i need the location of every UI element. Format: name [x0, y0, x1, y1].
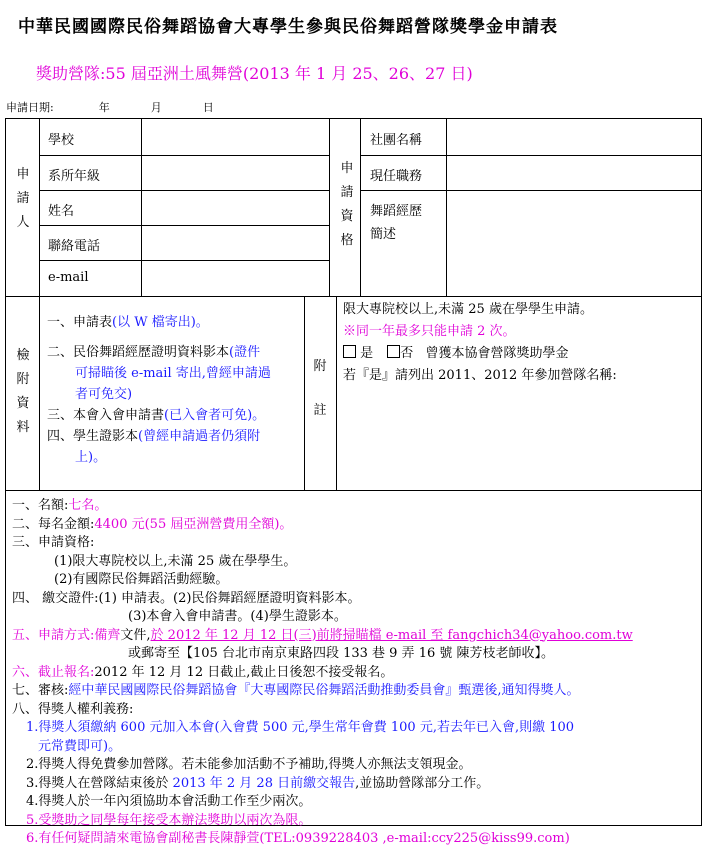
- rule-3-item-1: (1)限大專院校以上,未滿 25 歲在學學生。: [54, 553, 297, 569]
- rule-5-cont: 或郵寄至【105 台北市南京東路四段 133 巷 9 弄 16 號 陳芳枝老師收】。: [128, 646, 554, 661]
- rule-5-prepare: 備齊: [94, 627, 121, 643]
- attachment-item-3: [47, 405, 271, 426]
- qualification-group-text: 申請資格: [340, 161, 354, 248]
- position-label: 現任職務: [370, 169, 423, 184]
- qualification-group-label: [337, 157, 357, 253]
- rule-5-email-instruction[interactable]: 於 2012 年 12 月 12 日(三)前將掃瞄檔 e-mail 至 fangchich34@yahoo.com.tw: [150, 627, 633, 643]
- page-title: 中華民國國際民俗舞蹈協會大專學生參與民俗舞蹈營隊獎學金申請表: [18, 17, 558, 37]
- club-name-label: 社團名稱: [370, 133, 423, 148]
- dance-experience-label: 舞蹈經歷: [370, 204, 423, 219]
- rule-6: [12, 664, 633, 683]
- rule-1-value: 七名。: [68, 498, 108, 513]
- rule-2-value: 4400 元(55 屆亞洲營費用全額)。: [94, 516, 293, 532]
- notes-line-3: [343, 343, 617, 365]
- rule-7-value: 經中華民國國際民俗舞蹈協會『大專國際民俗舞蹈活動推動委員會』甄選後,通知得獎人。: [68, 683, 580, 698]
- rule-8-item-3-deadline: 2013 年 2 月 28 日前繳交報告: [172, 775, 356, 791]
- attachment-item-3-text: 三、本會入會申請書: [47, 408, 165, 423]
- attachment-item-4-text: 四、學生證影本: [47, 429, 139, 444]
- day-label: 日: [202, 101, 214, 114]
- notes-line-1: 限大專院校以上,未滿 25 歲在學學生申請。: [343, 302, 593, 317]
- no-checkbox[interactable]: [387, 345, 400, 358]
- rule-3: 三、申請資格:: [12, 535, 95, 550]
- rule-8-item-6: 6.有任何疑問請來電協會副秘書長陳靜萱(TEL:0939228403 ,e-mail:ccy225@kiss99.com): [26, 831, 570, 846]
- attachments-group-text: 檢附資料: [16, 348, 30, 435]
- subtitle: 獎助營隊:55 屆亞洲土風舞營(2013 年 1 月 25、26、27 日): [36, 64, 473, 83]
- notes-line-4: 若『是』請列出 2011、2012 年參加營隊名稱:: [343, 368, 617, 383]
- rule-2: [12, 516, 633, 535]
- phone-label: 聯絡電話: [48, 239, 101, 254]
- rule-8-item-4: 4.得獎人於一年內須協助本會活動工作至少兩次。: [26, 794, 312, 809]
- rule-4: 四、 繳交證件:(1) 申請表。(2)民俗舞蹈經歷證明資料影本。: [12, 590, 361, 606]
- rule-2-label: 二、每名金額:: [12, 516, 95, 532]
- attachments-list: [47, 312, 271, 468]
- attachment-item-2-cont2: [47, 384, 271, 405]
- notes-group-text: 附註: [313, 359, 327, 418]
- notes-content: [343, 299, 617, 387]
- applicant-group-label: [13, 163, 33, 235]
- yes-checkbox[interactable]: [343, 345, 356, 358]
- rule-6-value: 2012 年 12 月 12 日截止,截止日後恕不接受報名。: [94, 664, 394, 680]
- rule-8-item-1: 1.得獎人須繳納 600 元加入本會(入會費 500 元,學生常年會費 100 元,若去年已入會,則繳 100: [26, 720, 575, 735]
- rule-3-item-2: (2)有國際民俗舞蹈活動經驗。: [54, 572, 229, 587]
- attachment-item-2: [47, 342, 271, 363]
- rule-8-item-2: 2.得獎人得免費參加營隊。若未能參加活動不予補助,得獎人亦無法支領現金。: [26, 757, 472, 772]
- notes-line-3-text: 曾獲本協會營隊獎助學金: [425, 346, 569, 361]
- attachment-item-4-note: (曾經申請過者仍須附: [138, 429, 261, 444]
- name-label: 姓名: [48, 204, 75, 219]
- notes-group-label: [310, 345, 330, 433]
- brief-label: 簡述: [370, 227, 397, 242]
- rule-4-cont: (3)本會入會申請書。(4)學生證影本。: [128, 609, 347, 624]
- application-date: [6, 99, 214, 115]
- rule-7-label: 七、審核:: [12, 683, 69, 698]
- attachments-group-label: [13, 344, 33, 440]
- attachment-item-1-text: 一、申請表: [47, 315, 113, 330]
- rule-1: [12, 497, 633, 516]
- notes-line-2: ※同一年最多只能申請 2 次。: [343, 324, 516, 339]
- attachment-item-4: [47, 426, 271, 447]
- attachment-item-2-text: 二、民俗舞蹈經歷證明資料影本: [47, 345, 230, 360]
- rule-7: [12, 682, 633, 701]
- rule-6-label: 六、截止報名:: [12, 664, 95, 680]
- attachment-item-2-note-b: 可掃瞄後 e-mail 寄出,曾經申請過: [75, 366, 271, 381]
- no-label: 否: [400, 346, 414, 361]
- rule-5-label: 五、申請方式:: [12, 627, 95, 643]
- rule-1-label: 一、名額:: [12, 498, 69, 513]
- attachment-item-1-note: (以 W 檔寄出)。: [112, 315, 209, 330]
- attachment-item-3-note: (已入會者可免)。: [164, 408, 266, 423]
- attachment-item-2-note: (證件: [229, 345, 261, 360]
- rule-8-item-1-cont: 元常費即可)。: [38, 738, 122, 754]
- rule-8-item-5: 5.受獎助之同學每年接受本辦法獎助以兩次為限。: [26, 812, 312, 828]
- department-label: 系所年級: [48, 169, 101, 184]
- application-date-label: 申請日期:: [6, 101, 54, 114]
- attachment-item-4-cont: [47, 447, 271, 468]
- rule-5-documents: 文件,: [120, 627, 151, 643]
- school-label: 學校: [48, 133, 75, 148]
- attachment-item-2-note-c: 者可免交): [75, 387, 133, 402]
- rule-8-item-3: [12, 775, 633, 794]
- rule-8: 八、得獎人權利義務:: [12, 701, 134, 717]
- rule-8-item-3-c: ,並協助營隊部分工作。: [355, 775, 490, 791]
- month-label: 月: [150, 101, 162, 114]
- applicant-group-text: 申請人: [16, 167, 30, 230]
- year-label: 年: [98, 101, 110, 114]
- email-label: e-mail: [48, 270, 89, 285]
- rule-5: [12, 627, 633, 646]
- attachment-item-1: [47, 312, 271, 333]
- attachment-item-4-note-b: 上)。: [75, 450, 107, 465]
- yes-label: 是: [360, 346, 374, 361]
- attachment-item-2-cont: [47, 363, 271, 384]
- rule-8-item-3-a: 3.得獎人在營隊結束後於: [26, 775, 173, 791]
- rules-section: [12, 497, 633, 849]
